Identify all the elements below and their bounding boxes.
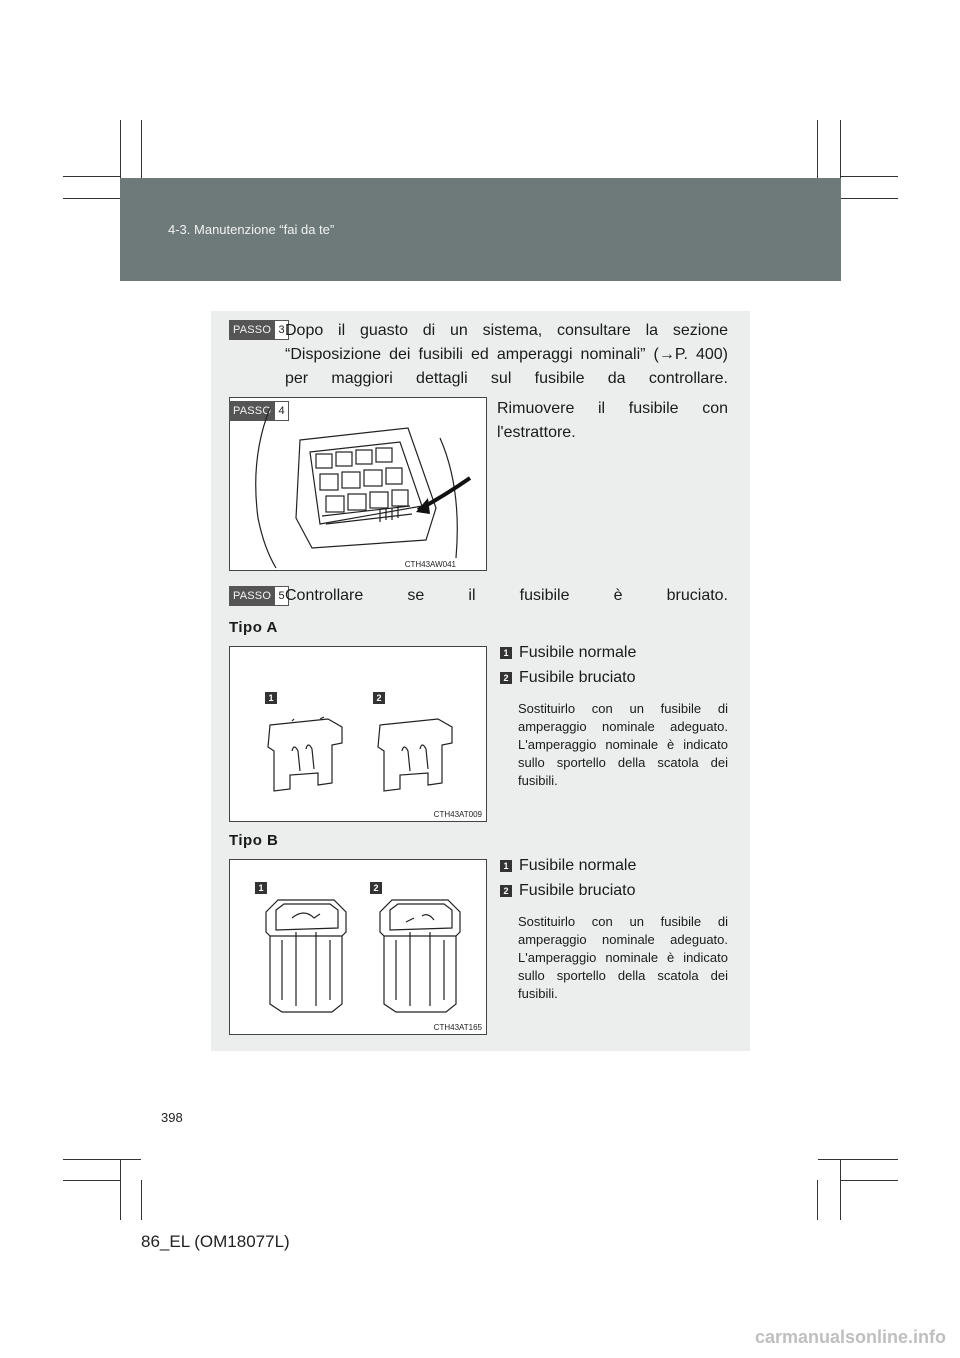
- step-badge-label: PASSO: [230, 321, 274, 339]
- legend-label: Fusibile normale: [519, 644, 637, 661]
- step-badge: [229, 586, 289, 606]
- legend-label: Fusibile bruciato: [519, 669, 636, 686]
- fuse-box-illustration: [230, 398, 486, 570]
- tipo-b-note: Sostituirlo con un fusibile di amperaggio nominale adeguato. L'amperaggio nominale è indicato sullo sportello della scatola dei fusibili.: [518, 914, 728, 1001]
- crop-mark: [141, 1180, 142, 1220]
- step-badge-label: PASSO: [230, 402, 274, 420]
- step-badge-label: PASSO: [230, 587, 274, 605]
- step-3-text: Dopo il guasto di un sistema, consultare la sezione “Disposizione dei fusibili ed amperaggi nominali” (→P. 400) per maggiori dettagli sul fusibile da controllare.: [285, 322, 728, 387]
- figure-code: CTH43AT009: [433, 810, 482, 819]
- step-badge: [229, 320, 289, 340]
- legend-label: Fusibile normale: [519, 857, 637, 874]
- crop-mark: [63, 176, 120, 177]
- crop-mark: [120, 120, 121, 178]
- legend-number: 1: [500, 647, 512, 659]
- figure-code: CTH43AT165: [433, 1023, 482, 1032]
- header-band: [120, 178, 841, 281]
- crop-mark: [818, 1159, 898, 1160]
- page-number: 398: [161, 1110, 183, 1125]
- crop-mark: [63, 1159, 141, 1160]
- legend-number: 2: [500, 672, 512, 684]
- step-badge-number: 4: [274, 402, 288, 420]
- crop-mark: [841, 198, 898, 199]
- marker-2: 2: [370, 882, 382, 894]
- legend-number: 2: [500, 885, 512, 897]
- tipo-b-title: Tipo B: [229, 832, 279, 849]
- legend-item: [500, 881, 636, 901]
- fuse-type-b-figure: [229, 859, 487, 1035]
- marker-2: 2: [373, 692, 385, 704]
- legend-number: 1: [500, 860, 512, 872]
- tipo-a-title: Tipo A: [229, 619, 278, 636]
- crop-mark: [817, 120, 818, 178]
- step-5-text: Controllare se il fusibile è bruciato.: [285, 587, 728, 604]
- crop-mark: [840, 120, 841, 178]
- crop-mark: [841, 176, 898, 177]
- section-title: 4-3. Manutenzione “fai da te”: [168, 222, 335, 237]
- step-badge-number: 5: [274, 587, 288, 605]
- fuse-type-a-figure: [229, 646, 487, 822]
- footer-code: 86_EL (OM18077L): [141, 1232, 290, 1251]
- tipo-a-note: Sostituirlo con un fusibile di amperaggio nominale adeguato. L'amperaggio nominale è indicato sullo sportello della scatola dei fusibili.: [518, 701, 728, 788]
- crop-mark: [120, 1160, 121, 1220]
- figure-code: CTH43AW041: [404, 560, 456, 569]
- legend-label: Fusibile bruciato: [519, 882, 636, 899]
- crop-mark: [141, 120, 142, 178]
- blade-fuse-illustration: [230, 647, 486, 821]
- legend-item: [500, 643, 636, 663]
- step-badge-number: 3: [274, 321, 288, 339]
- step-4-text: Rimuovere il fusibile con l'estrattore.: [497, 400, 728, 441]
- crop-mark: [63, 1180, 121, 1181]
- marker-1: 1: [265, 692, 277, 704]
- legend-item: [500, 856, 636, 876]
- legend-item: [500, 668, 636, 688]
- crop-mark: [840, 1160, 841, 1220]
- crop-mark: [63, 198, 120, 199]
- cartridge-fuse-illustration: [230, 860, 486, 1034]
- crop-mark: [841, 1180, 898, 1181]
- marker-1: 1: [255, 882, 267, 894]
- watermark: carmanualsonline.info: [754, 1327, 946, 1347]
- fuse-box-figure: [229, 397, 487, 571]
- crop-mark: [817, 1180, 818, 1220]
